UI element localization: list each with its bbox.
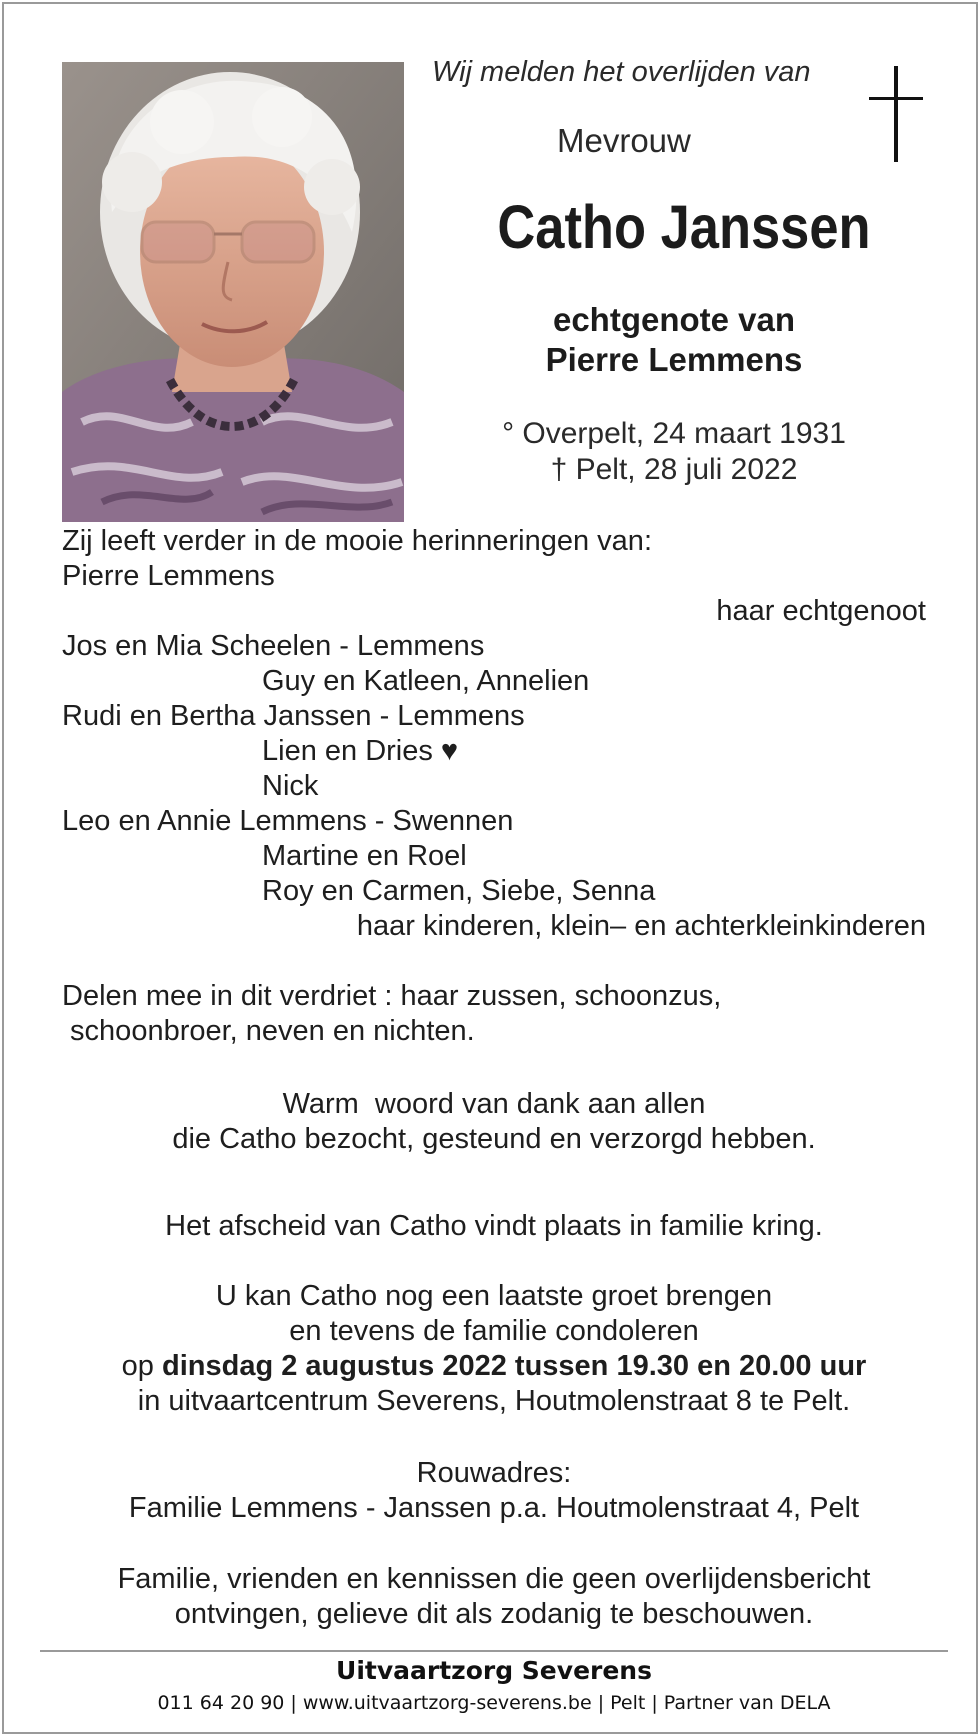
children-role: haar kinderen, klein– en achterkleinkinderen bbox=[356, 910, 926, 942]
visitation-block bbox=[44, 1279, 944, 1419]
farewell-text: Het afscheid van Catho vindt plaats in familie kring. bbox=[165, 1210, 823, 1242]
child-1-parents: Jos en Mia Scheelen - Lemmens bbox=[62, 630, 485, 662]
notice-line-1: Familie, vrienden en kennissen die geen overlijdensbericht bbox=[117, 1563, 871, 1595]
spouse-block bbox=[444, 300, 904, 380]
funeral-home-info: 011 64 20 90 | www.uitvaartzorg-severens.be | Pelt | Partner van DELA bbox=[157, 1692, 831, 1714]
visitation-prefix: op bbox=[121, 1350, 162, 1382]
child-2-grandchildren-2: Nick bbox=[262, 770, 319, 802]
thanks-line-1: Warm woord van dank aan allen bbox=[282, 1088, 706, 1120]
child-2-parents: Rudi en Bertha Janssen - Lemmens bbox=[62, 700, 525, 732]
husband-name: Pierre Lemmens bbox=[62, 560, 275, 592]
visitation-line-3 bbox=[44, 1349, 944, 1384]
sharing-block bbox=[62, 979, 721, 1049]
portrait-photo bbox=[62, 62, 404, 522]
visitation-line-4: in uitvaartcentrum Severens, Houtmolenstraat 8 te Pelt. bbox=[137, 1385, 851, 1417]
honorific: Mevrouw bbox=[557, 122, 691, 159]
footer-divider bbox=[40, 1650, 948, 1652]
obituary-card bbox=[2, 2, 978, 1734]
child-3-grandchildren-1: Martine en Roel bbox=[262, 840, 467, 872]
intro-text: Wij melden het overlijden van bbox=[432, 56, 811, 88]
address-value: Familie Lemmens - Janssen p.a. Houtmolenstraat 4, Pelt bbox=[128, 1492, 860, 1524]
visitation-line-2: en tevens de familie condoleren bbox=[289, 1315, 699, 1347]
thanks-block bbox=[44, 1087, 944, 1157]
portrait-illustration bbox=[62, 62, 404, 522]
notice-block bbox=[44, 1562, 944, 1632]
visitation-datetime: dinsdag 2 augustus 2022 tussen 19.30 en 20.00 uur bbox=[161, 1350, 867, 1382]
funeral-home-name: Uitvaartzorg Severens bbox=[336, 1656, 652, 1685]
visitation-line-1: U kan Catho nog een laatste groet brengen bbox=[215, 1280, 773, 1312]
notice-line-2: ontvingen, gelieve dit als zodanig te beschouwen. bbox=[174, 1598, 814, 1630]
address-block bbox=[44, 1456, 944, 1526]
deceased-name: Catho Janssen bbox=[497, 193, 871, 261]
death-date: † Pelt, 28 juli 2022 bbox=[550, 453, 798, 486]
child-3-parents: Leo en Annie Lemmens - Swennen bbox=[62, 805, 514, 837]
thanks-line-2: die Catho bezocht, gesteund en verzorgd hebben. bbox=[172, 1123, 816, 1155]
husband-role: haar echtgenoot bbox=[716, 595, 926, 627]
child-2-grandchildren-1: Lien en Dries ♥ bbox=[262, 735, 459, 767]
address-label: Rouwadres: bbox=[416, 1457, 572, 1489]
child-3-grandchildren-2: Roy en Carmen, Siebe, Senna bbox=[262, 875, 656, 907]
child-1-grandchildren: Guy en Katleen, Annelien bbox=[262, 665, 590, 697]
sharing-line-2: schoonbroer, neven en nichten. bbox=[62, 1015, 475, 1047]
dates-block bbox=[444, 416, 904, 488]
spouse-line-1: echtgenote van bbox=[552, 301, 796, 338]
sharing-line-1: Delen mee in dit verdriet : haar zussen, schoonzus, bbox=[62, 980, 722, 1012]
spouse-line-2: Pierre Lemmens bbox=[545, 341, 803, 378]
family-intro: Zij leeft verder in de mooie herinneringen van: bbox=[62, 525, 652, 557]
cross-icon bbox=[869, 66, 923, 162]
birth-date: ° Overpelt, 24 maart 1931 bbox=[502, 417, 846, 450]
